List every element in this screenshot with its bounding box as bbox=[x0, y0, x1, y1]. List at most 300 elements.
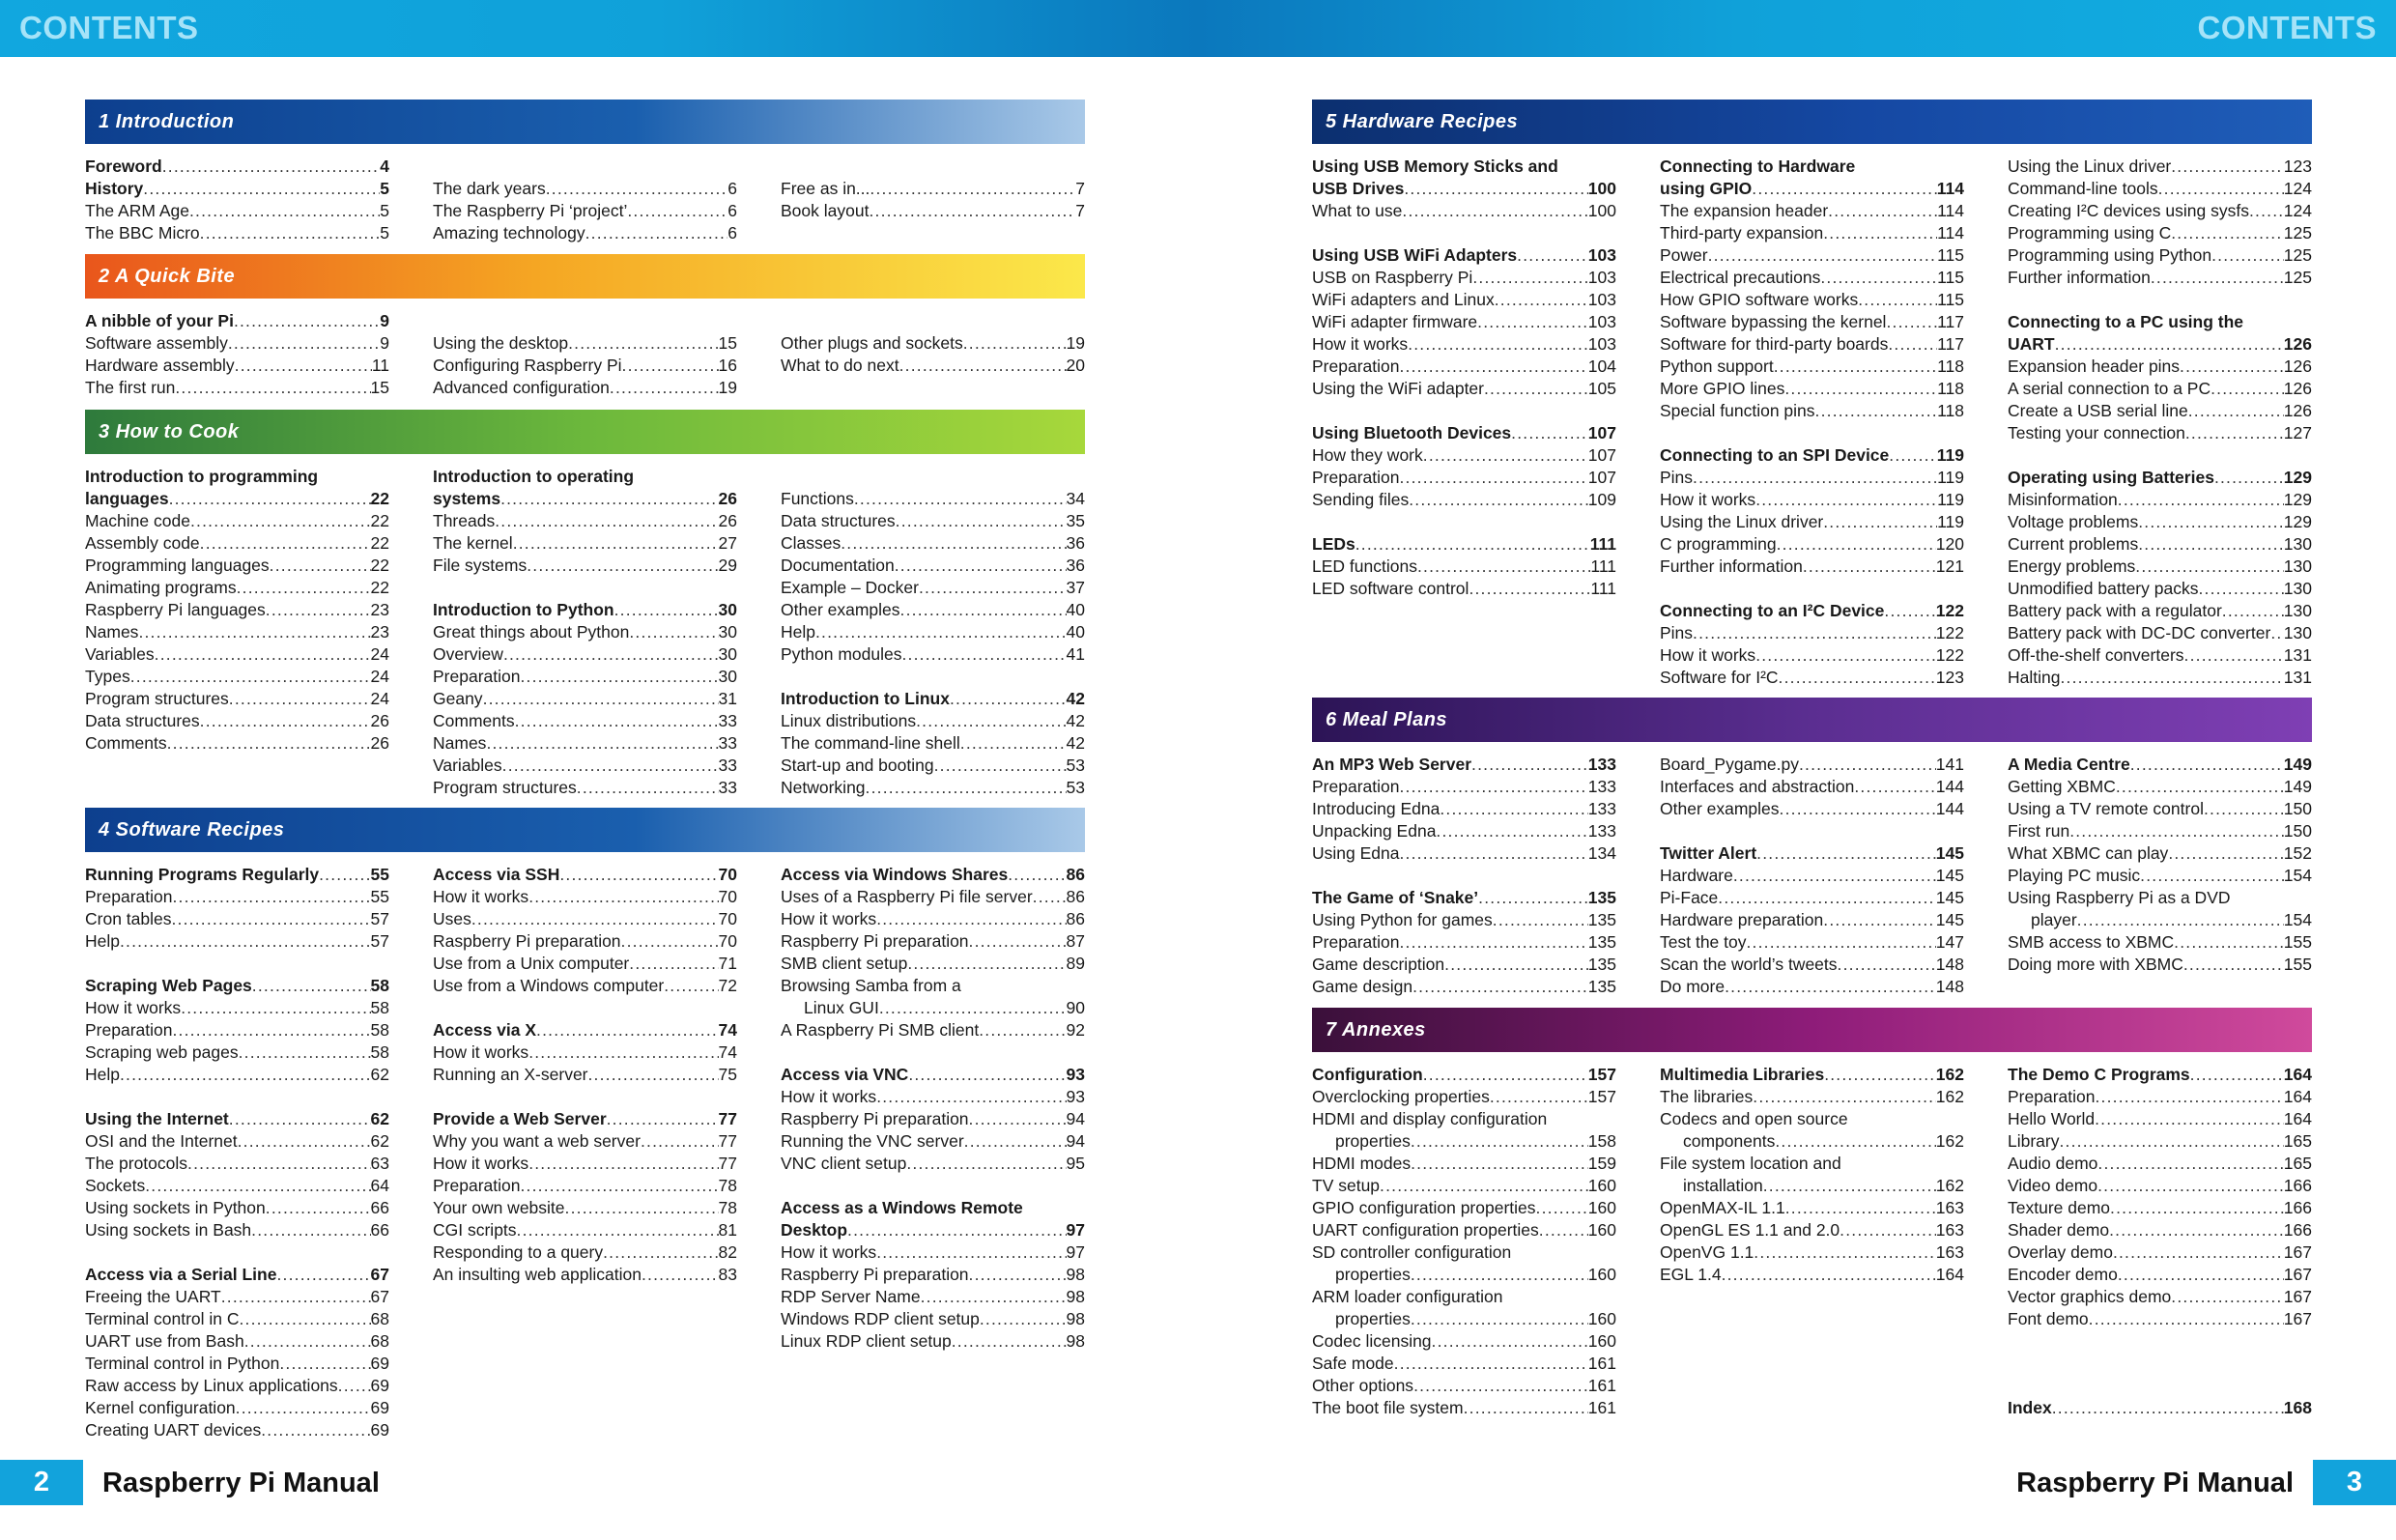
toc-leader-dots bbox=[1417, 556, 1590, 578]
toc-entry[interactable] bbox=[85, 864, 389, 886]
toc-entry[interactable] bbox=[781, 1153, 1085, 1175]
toc-entry[interactable] bbox=[433, 510, 737, 532]
toc-entry[interactable] bbox=[1660, 511, 1964, 533]
toc-entry[interactable] bbox=[2008, 267, 2312, 289]
toc-entry[interactable] bbox=[85, 1264, 389, 1286]
toc-entry[interactable] bbox=[433, 777, 737, 799]
toc-entry[interactable] bbox=[1312, 356, 1616, 378]
toc-entry[interactable] bbox=[2008, 865, 2312, 887]
toc-entry[interactable] bbox=[433, 532, 737, 555]
toc-leader-dots bbox=[1423, 1064, 1588, 1086]
toc-entry[interactable] bbox=[1660, 887, 1964, 909]
toc-leader-dots bbox=[642, 1264, 719, 1286]
toc-entry-title: C programming bbox=[1660, 534, 1777, 554]
toc-entry[interactable] bbox=[85, 532, 389, 555]
toc-entry[interactable] bbox=[2008, 954, 2312, 976]
toc-entry[interactable] bbox=[1660, 378, 1964, 400]
toc-entry[interactable] bbox=[1660, 444, 1964, 467]
toc-entry[interactable] bbox=[2008, 1241, 2312, 1264]
toc-entry[interactable] bbox=[2008, 156, 2312, 178]
toc-entry[interactable] bbox=[1312, 776, 1616, 798]
toc-entry[interactable] bbox=[2008, 842, 2312, 865]
toc-entry[interactable] bbox=[2008, 578, 2312, 600]
toc-page-number: 159 bbox=[1587, 1154, 1616, 1173]
toc-entry[interactable] bbox=[1660, 600, 1964, 622]
toc-entry[interactable] bbox=[2008, 1086, 2312, 1108]
toc-spacer bbox=[433, 310, 737, 332]
toc-entry[interactable] bbox=[85, 178, 389, 200]
toc-entry[interactable] bbox=[1660, 1197, 1964, 1219]
toc-entry[interactable] bbox=[1312, 1397, 1616, 1419]
toc-entry[interactable] bbox=[1312, 1153, 1616, 1175]
toc-entry[interactable] bbox=[85, 510, 389, 532]
toc-entry[interactable] bbox=[85, 666, 389, 688]
toc-entry[interactable] bbox=[433, 377, 737, 399]
toc-entry[interactable] bbox=[85, 886, 389, 908]
toc-entry[interactable] bbox=[2008, 356, 2312, 378]
toc-entry[interactable] bbox=[2008, 533, 2312, 556]
toc-entry[interactable] bbox=[85, 643, 389, 666]
toc-entry[interactable] bbox=[1312, 1086, 1616, 1108]
toc-leader-dots bbox=[486, 732, 718, 755]
toc-entry[interactable] bbox=[1660, 865, 1964, 887]
toc-entry[interactable] bbox=[433, 1108, 737, 1130]
toc-entry[interactable] bbox=[85, 377, 389, 399]
toc-entry[interactable] bbox=[781, 1286, 1085, 1308]
toc-entry[interactable] bbox=[1660, 178, 1964, 200]
toc-entry[interactable] bbox=[1660, 1175, 1964, 1197]
toc-leader-dots bbox=[2158, 178, 2284, 200]
toc-entry-title: Functions bbox=[781, 489, 854, 508]
toc-entry[interactable] bbox=[781, 710, 1085, 732]
toc-entry[interactable] bbox=[781, 488, 1085, 510]
toc-entry[interactable] bbox=[85, 710, 389, 732]
toc-entry[interactable] bbox=[1660, 798, 1964, 820]
toc-entry[interactable] bbox=[2008, 378, 2312, 400]
toc-entry[interactable] bbox=[1312, 798, 1616, 820]
toc-leader-dots bbox=[167, 732, 371, 755]
toc-column bbox=[781, 156, 1085, 244]
toc-entry[interactable] bbox=[85, 1219, 389, 1241]
toc-entry[interactable] bbox=[781, 1064, 1085, 1086]
toc-page-number: 114 bbox=[1936, 179, 1964, 198]
toc-entry[interactable] bbox=[2008, 600, 2312, 622]
toc-entry[interactable] bbox=[2008, 200, 2312, 222]
toc-entry[interactable] bbox=[1312, 909, 1616, 931]
toc-entry[interactable] bbox=[85, 1153, 389, 1175]
toc-entry[interactable] bbox=[781, 886, 1085, 908]
toc-entry[interactable] bbox=[433, 1241, 737, 1264]
toc-leader-dots bbox=[2185, 422, 2284, 444]
toc-entry-title: Texture demo bbox=[2008, 1198, 2111, 1217]
toc-entry[interactable] bbox=[781, 577, 1085, 599]
toc-entry[interactable] bbox=[1660, 842, 1964, 865]
toc-entry[interactable] bbox=[1312, 1330, 1616, 1353]
toc-entry[interactable] bbox=[85, 621, 389, 643]
toc-entry[interactable] bbox=[85, 555, 389, 577]
toc-entry[interactable] bbox=[433, 488, 737, 510]
toc-entry[interactable] bbox=[781, 1108, 1085, 1130]
toc-entry[interactable] bbox=[1312, 178, 1616, 200]
toc-page-number: 33 bbox=[718, 711, 737, 730]
toc-entry[interactable] bbox=[2008, 1064, 2312, 1086]
toc-entry[interactable] bbox=[85, 975, 389, 997]
toc-entry-title: Using the Linux driver bbox=[1660, 512, 1824, 531]
toc-entry[interactable] bbox=[2008, 820, 2312, 842]
toc-entry[interactable] bbox=[1312, 378, 1616, 400]
toc-entry[interactable] bbox=[433, 355, 737, 377]
toc-entry[interactable] bbox=[2008, 467, 2312, 489]
toc-entry[interactable] bbox=[85, 1286, 389, 1308]
toc-leader-dots bbox=[502, 755, 719, 777]
toc-column bbox=[2008, 156, 2312, 689]
toc-entry[interactable] bbox=[1312, 1264, 1616, 1286]
toc-entry[interactable] bbox=[433, 643, 737, 666]
toc-entry[interactable] bbox=[1660, 976, 1964, 998]
toc-entry[interactable] bbox=[85, 488, 389, 510]
toc-entry[interactable] bbox=[1312, 267, 1616, 289]
toc-entry[interactable] bbox=[85, 222, 389, 244]
toc-leader-dots bbox=[244, 1330, 371, 1353]
toc-entry[interactable] bbox=[781, 953, 1085, 975]
toc-entry[interactable] bbox=[433, 222, 737, 244]
toc-page-number: 126 bbox=[2283, 379, 2312, 398]
toc-entry[interactable] bbox=[1660, 931, 1964, 954]
toc-entry-title: An MP3 Web Server bbox=[1312, 755, 1472, 774]
toc-entry[interactable] bbox=[781, 1086, 1085, 1108]
toc-entry[interactable] bbox=[1312, 1375, 1616, 1397]
toc-entry-title: properties bbox=[1335, 1131, 1411, 1151]
toc-entry[interactable] bbox=[781, 1130, 1085, 1153]
toc-leader-dots bbox=[2110, 1197, 2284, 1219]
toc-entry-title: How it works bbox=[781, 909, 877, 928]
toc-entry[interactable] bbox=[2008, 1197, 2312, 1219]
toc-page-number: 5 bbox=[380, 179, 389, 198]
toc-entry[interactable] bbox=[1312, 1353, 1616, 1375]
toc-page-number: 94 bbox=[1066, 1109, 1085, 1128]
toc-entry[interactable] bbox=[2008, 909, 2312, 931]
toc-entry[interactable] bbox=[85, 1064, 389, 1086]
toc-leader-dots bbox=[169, 488, 371, 510]
toc-leader-dots bbox=[1838, 954, 1936, 976]
toc-entry[interactable] bbox=[85, 1375, 389, 1397]
toc-entry[interactable] bbox=[1660, 333, 1964, 356]
toc-page-number: 162 bbox=[1935, 1087, 1964, 1106]
toc-entry-title: Using sockets in Bash bbox=[85, 1220, 252, 1240]
toc-entry[interactable] bbox=[1312, 954, 1616, 976]
toc-entry[interactable] bbox=[433, 621, 737, 643]
toc-entry[interactable] bbox=[1312, 976, 1616, 998]
toc-entry[interactable] bbox=[85, 732, 389, 755]
toc-entry[interactable] bbox=[433, 1175, 737, 1197]
toc-entry[interactable] bbox=[433, 930, 737, 953]
toc-entry[interactable] bbox=[1660, 776, 1964, 798]
toc-entry-title: Python modules bbox=[781, 644, 902, 664]
toc-entry[interactable] bbox=[2008, 1397, 2312, 1419]
toc-entry[interactable] bbox=[433, 1219, 737, 1241]
toc-entry[interactable] bbox=[1312, 311, 1616, 333]
section-how-to-cook bbox=[85, 410, 1085, 799]
toc-entry-title: Linux GUI bbox=[804, 998, 879, 1017]
toc-entry[interactable] bbox=[1660, 200, 1964, 222]
toc-leader-dots bbox=[2190, 1064, 2284, 1086]
toc-entry-title: Testing your connection bbox=[2008, 423, 2185, 442]
toc-entry[interactable] bbox=[1660, 667, 1964, 689]
toc-entry[interactable] bbox=[85, 156, 389, 178]
toc-entry[interactable] bbox=[85, 930, 389, 953]
toc-entry[interactable] bbox=[1312, 489, 1616, 511]
toc-entry[interactable] bbox=[1312, 842, 1616, 865]
toc-entry[interactable] bbox=[2008, 776, 2312, 798]
toc-entry[interactable] bbox=[781, 755, 1085, 777]
toc-entry[interactable] bbox=[1660, 400, 1964, 422]
toc-entry[interactable] bbox=[781, 355, 1085, 377]
toc-entry[interactable] bbox=[433, 975, 737, 997]
toc-entry[interactable] bbox=[433, 555, 737, 577]
toc-entry[interactable] bbox=[781, 332, 1085, 355]
toc-entry[interactable] bbox=[1312, 200, 1616, 222]
toc-entry[interactable] bbox=[1312, 533, 1616, 556]
toc-entry[interactable] bbox=[1312, 820, 1616, 842]
toc-entry-title: Using Python for games bbox=[1312, 910, 1493, 929]
toc-entry[interactable] bbox=[85, 908, 389, 930]
toc-entry[interactable] bbox=[85, 1019, 389, 1041]
toc-entry[interactable] bbox=[1312, 333, 1616, 356]
toc-entry[interactable] bbox=[781, 178, 1085, 200]
toc-entry[interactable] bbox=[2008, 556, 2312, 578]
toc-entry[interactable] bbox=[433, 200, 737, 222]
toc-entry[interactable] bbox=[2008, 511, 2312, 533]
toc-entry-title: Variables bbox=[433, 756, 502, 775]
toc-entry[interactable] bbox=[1660, 1130, 1964, 1153]
toc-entry[interactable] bbox=[85, 577, 389, 599]
toc-entry[interactable] bbox=[85, 1353, 389, 1375]
toc-entry[interactable] bbox=[2008, 333, 2312, 356]
toc-entry-title: Audio demo bbox=[2008, 1154, 2098, 1173]
toc-page-number: 30 bbox=[718, 622, 737, 642]
toc-entry[interactable] bbox=[2008, 1308, 2312, 1330]
toc-entry[interactable] bbox=[433, 864, 737, 886]
toc-entry[interactable] bbox=[781, 908, 1085, 930]
toc-page-number: 119 bbox=[1937, 490, 1964, 509]
toc-entry[interactable] bbox=[433, 755, 737, 777]
toc-entry-title: Using USB WiFi Adapters bbox=[1312, 245, 1518, 265]
toc-entry[interactable] bbox=[1660, 1064, 1964, 1086]
toc-entry[interactable] bbox=[1312, 244, 1616, 267]
toc-entry[interactable] bbox=[1312, 1197, 1616, 1219]
toc-entry[interactable] bbox=[1660, 909, 1964, 931]
toc-entry[interactable] bbox=[781, 1219, 1085, 1241]
toc-entry[interactable] bbox=[781, 688, 1085, 710]
toc-entry[interactable] bbox=[1312, 1219, 1616, 1241]
toc-entry[interactable] bbox=[2008, 798, 2312, 820]
toc-entry[interactable] bbox=[1660, 222, 1964, 244]
toc-entry[interactable] bbox=[1312, 887, 1616, 909]
toc-column bbox=[1312, 156, 1616, 689]
toc-entry[interactable] bbox=[85, 1041, 389, 1064]
toc-entry[interactable] bbox=[85, 1419, 389, 1441]
toc-entry[interactable] bbox=[85, 1130, 389, 1153]
toc-entry[interactable] bbox=[781, 1330, 1085, 1353]
toc-entry[interactable] bbox=[1660, 954, 1964, 976]
toc-entry[interactable] bbox=[1312, 422, 1616, 444]
toc-entry[interactable] bbox=[433, 1041, 737, 1064]
toc-entry-title: A Raspberry Pi SMB client bbox=[781, 1020, 980, 1040]
toc-entry[interactable] bbox=[2008, 622, 2312, 644]
toc-entry-title: SMB access to XBMC bbox=[2008, 932, 2175, 952]
toc-leader-dots bbox=[2211, 378, 2284, 400]
toc-entry[interactable] bbox=[1312, 289, 1616, 311]
toc-page-number: 78 bbox=[718, 1176, 737, 1195]
toc-entry[interactable] bbox=[1312, 556, 1616, 578]
toc-entry[interactable] bbox=[433, 953, 737, 975]
toc-entry[interactable] bbox=[781, 643, 1085, 666]
toc-entry[interactable] bbox=[2008, 178, 2312, 200]
toc-entry[interactable] bbox=[781, 1264, 1085, 1286]
toc-entry[interactable] bbox=[433, 732, 737, 755]
toc-entry[interactable] bbox=[433, 1197, 737, 1219]
toc-entry[interactable] bbox=[781, 621, 1085, 643]
toc-entry[interactable] bbox=[1660, 1264, 1964, 1286]
toc-entry[interactable] bbox=[433, 886, 737, 908]
toc-column bbox=[85, 156, 389, 244]
toc-entry[interactable] bbox=[1312, 1308, 1616, 1330]
toc-entry[interactable] bbox=[2008, 244, 2312, 267]
toc-entry[interactable] bbox=[85, 310, 389, 332]
toc-entry[interactable] bbox=[85, 1175, 389, 1197]
toc-entry[interactable] bbox=[1312, 1130, 1616, 1153]
toc-entry[interactable] bbox=[781, 997, 1085, 1019]
toc-entry[interactable] bbox=[2008, 1108, 2312, 1130]
toc-entry[interactable] bbox=[1312, 754, 1616, 776]
toc-entry[interactable] bbox=[85, 688, 389, 710]
toc-entry[interactable] bbox=[85, 1108, 389, 1130]
toc-entry[interactable] bbox=[433, 666, 737, 688]
toc-entry[interactable] bbox=[781, 930, 1085, 953]
toc-heading-line: SD controller configuration bbox=[1312, 1242, 1512, 1262]
toc-entry[interactable] bbox=[781, 510, 1085, 532]
toc-entry[interactable] bbox=[2008, 1175, 2312, 1197]
toc-entry[interactable] bbox=[2008, 1264, 2312, 1286]
toc-entry[interactable] bbox=[781, 1019, 1085, 1041]
toc-entry[interactable] bbox=[781, 1241, 1085, 1264]
toc-entry[interactable] bbox=[2008, 931, 2312, 954]
toc-entry[interactable] bbox=[2008, 1153, 2312, 1175]
toc-entry-title: USB Drives bbox=[1312, 179, 1405, 198]
toc-entry[interactable] bbox=[2008, 667, 2312, 689]
toc-leader-dots bbox=[175, 377, 370, 399]
toc-entry[interactable] bbox=[2008, 222, 2312, 244]
toc-entry[interactable] bbox=[781, 532, 1085, 555]
toc-entry[interactable] bbox=[1660, 311, 1964, 333]
toc-page-number: 15 bbox=[718, 333, 737, 353]
toc-entry[interactable] bbox=[1312, 578, 1616, 600]
toc-entry[interactable] bbox=[1660, 754, 1964, 776]
toc-entry[interactable] bbox=[433, 908, 737, 930]
toc-entry[interactable] bbox=[2008, 644, 2312, 667]
toc-entry[interactable] bbox=[1312, 1175, 1616, 1197]
toc-entry[interactable] bbox=[433, 1064, 737, 1086]
toc-entry[interactable] bbox=[1660, 289, 1964, 311]
toc-entry[interactable] bbox=[85, 200, 389, 222]
toc-entry[interactable] bbox=[781, 864, 1085, 886]
toc-entry[interactable] bbox=[781, 599, 1085, 621]
toc-entry[interactable] bbox=[433, 332, 737, 355]
toc-entry-title: Terminal control in Python bbox=[85, 1354, 280, 1373]
toc-entry[interactable] bbox=[2008, 1219, 2312, 1241]
toc-entry[interactable] bbox=[1660, 1219, 1964, 1241]
toc-entry[interactable] bbox=[1312, 1064, 1616, 1086]
toc-page-number: 126 bbox=[2283, 334, 2312, 354]
toc-entry[interactable] bbox=[433, 178, 737, 200]
toc-entry[interactable] bbox=[1660, 622, 1964, 644]
toc-entry-title: OpenGL ES 1.1 and 2.0 bbox=[1660, 1220, 1840, 1240]
toc-entry-title: WiFi adapter firmware bbox=[1312, 312, 1478, 331]
toc-entry[interactable] bbox=[85, 599, 389, 621]
toc-entry[interactable] bbox=[433, 1153, 737, 1175]
toc-entry[interactable] bbox=[781, 200, 1085, 222]
toc-entry[interactable] bbox=[1660, 1241, 1964, 1264]
toc-page-number: 133 bbox=[1587, 821, 1616, 841]
toc-entry[interactable] bbox=[1660, 533, 1964, 556]
toc-entry[interactable] bbox=[85, 1330, 389, 1353]
toc-leader-dots bbox=[2097, 1153, 2283, 1175]
toc-entry[interactable] bbox=[433, 1264, 737, 1286]
toc-page-number: 4 bbox=[380, 157, 389, 176]
toc-entry[interactable] bbox=[2008, 400, 2312, 422]
toc-entry[interactable] bbox=[1660, 1086, 1964, 1108]
toc-entry[interactable] bbox=[1660, 356, 1964, 378]
toc-entry[interactable] bbox=[1312, 444, 1616, 467]
toc-leader-dots bbox=[1484, 378, 1588, 400]
toc-entry[interactable] bbox=[1660, 556, 1964, 578]
toc-leader-dots bbox=[187, 1153, 371, 1175]
toc-entry[interactable] bbox=[85, 1197, 389, 1219]
toc-entry[interactable] bbox=[85, 1308, 389, 1330]
toc-entry[interactable] bbox=[2008, 489, 2312, 511]
toc-entry[interactable] bbox=[781, 555, 1085, 577]
toc-entry[interactable] bbox=[433, 1019, 737, 1041]
toc-entry[interactable] bbox=[433, 599, 737, 621]
toc-entry[interactable] bbox=[85, 997, 389, 1019]
toc-entry[interactable] bbox=[1660, 467, 1964, 489]
toc-leader-dots bbox=[1399, 776, 1587, 798]
toc-entry[interactable] bbox=[1660, 489, 1964, 511]
toc-entry[interactable] bbox=[85, 1397, 389, 1419]
toc-entry[interactable] bbox=[2008, 422, 2312, 444]
toc-entry[interactable] bbox=[433, 710, 737, 732]
toc-entry[interactable] bbox=[1312, 467, 1616, 489]
toc-entry-title: Networking bbox=[781, 778, 866, 797]
toc-entry[interactable] bbox=[781, 777, 1085, 799]
toc-entry[interactable] bbox=[1312, 931, 1616, 954]
toc-page-number: 33 bbox=[718, 756, 737, 775]
toc-entry[interactable] bbox=[2008, 1286, 2312, 1308]
toc-entry[interactable] bbox=[1660, 644, 1964, 667]
toc-entry[interactable] bbox=[1660, 244, 1964, 267]
toc-entry[interactable] bbox=[433, 688, 737, 710]
toc-entry[interactable] bbox=[433, 1130, 737, 1153]
toc-page-number: 9 bbox=[380, 333, 389, 353]
toc-entry[interactable] bbox=[1660, 267, 1964, 289]
toc-entry[interactable] bbox=[85, 332, 389, 355]
toc-entry[interactable] bbox=[2008, 754, 2312, 776]
toc-entry[interactable] bbox=[2008, 1130, 2312, 1153]
toc-page-number: 23 bbox=[370, 600, 389, 619]
toc-entry[interactable] bbox=[781, 732, 1085, 755]
toc-entry[interactable] bbox=[85, 355, 389, 377]
toc-entry[interactable] bbox=[781, 1308, 1085, 1330]
